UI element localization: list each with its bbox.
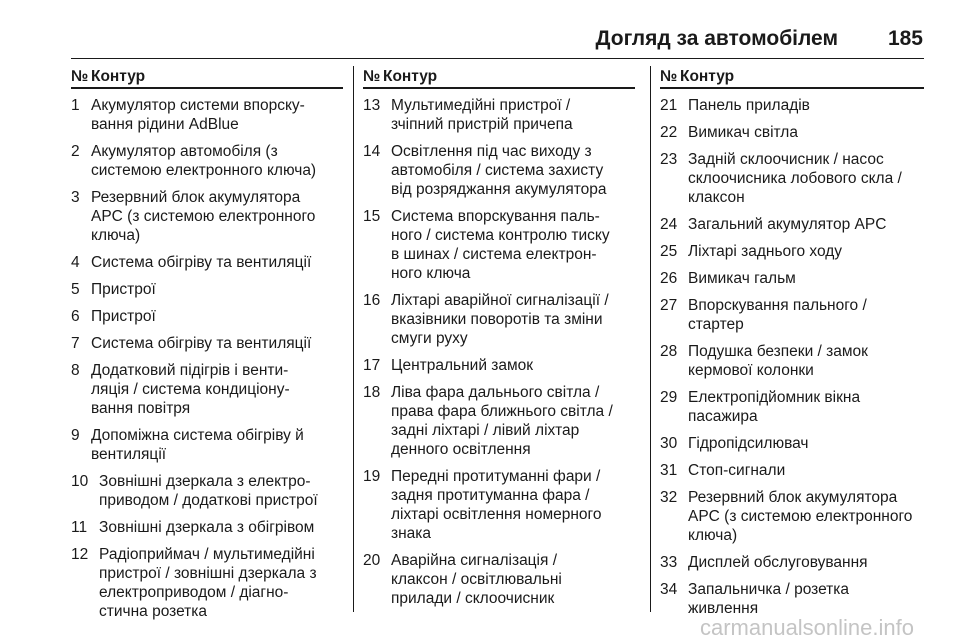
table-header	[660, 67, 924, 89]
table-header	[363, 67, 635, 89]
circuit-name: Зовнішні дзеркала з обігрівом	[99, 519, 315, 536]
circuit-name: Акумулятор автомобіля (з системою електронного ключа)	[91, 143, 317, 179]
table-row	[660, 215, 924, 234]
table-row	[660, 488, 924, 545]
fuse-number: 21	[660, 97, 678, 114]
header-circuit: Контур	[383, 68, 438, 85]
circuit-name: Система обігріву та вентиляції	[91, 254, 312, 271]
circuit-name: Електропідйомник вікна пасажира	[688, 389, 861, 425]
table-row	[363, 356, 635, 375]
table-row	[660, 269, 924, 288]
fuse-number: 2	[71, 143, 80, 160]
table-row	[71, 142, 343, 180]
watermark: carmanualsonline.info	[699, 615, 914, 640]
header-circuit: Контур	[91, 68, 146, 85]
circuit-name: Резервний блок акумулятора APC (з системою електронного ключа)	[91, 189, 316, 244]
fuse-number: 16	[363, 292, 381, 309]
table-row	[660, 434, 924, 453]
table-row	[71, 545, 343, 621]
circuit-name: Освітлення під час виходу з автомобіля / система захисту від розряджання акумулятора	[391, 143, 607, 198]
fuse-number: 5	[71, 281, 80, 298]
circuit-name: Аварійна сигналізація / клаксон / освітлювальні прилади / склоочисник	[391, 552, 562, 607]
fuse-number: 31	[660, 462, 678, 479]
circuit-name: Вимикач світла	[688, 124, 798, 141]
header-num: №	[363, 68, 381, 85]
fuse-number: 25	[660, 243, 678, 260]
fuse-number: 33	[660, 554, 678, 571]
fuse-number: 19	[363, 468, 381, 485]
table-row	[660, 461, 924, 480]
table-row	[363, 96, 635, 134]
table-row	[660, 342, 924, 380]
circuit-name: Панель приладів	[688, 97, 810, 114]
table-row	[363, 383, 635, 459]
circuit-name: Система впорскування паль- ного / система контролю тиску в шинах / система електрон- ного ключа	[391, 208, 610, 282]
table-row	[363, 551, 635, 608]
table-row	[363, 291, 635, 348]
circuit-name: Радіоприймач / мультимедійні пристрої / зовнішні дзеркала з електроприводом / діагно- стична розетка	[99, 546, 317, 620]
table-row	[71, 472, 343, 510]
fuse-number: 22	[660, 124, 678, 141]
table-row	[660, 242, 924, 261]
table-row	[363, 467, 635, 543]
circuit-name: Запальничка / розетка живлення	[688, 581, 850, 617]
fuse-number: 1	[71, 97, 80, 114]
fuse-number: 26	[660, 270, 678, 287]
fuse-number: 18	[363, 384, 381, 401]
circuit-name: Пристрої	[91, 281, 156, 298]
fuse-number: 24	[660, 216, 678, 233]
page-number: 185	[887, 27, 923, 50]
circuit-name: Гідропідсилювач	[688, 435, 809, 452]
table-row	[660, 388, 924, 426]
table-row	[71, 334, 343, 353]
circuit-name: Задній склоочисник / насос склоочисника лобового скла / клаксон	[688, 151, 902, 206]
table-row	[660, 123, 924, 142]
header-circuit: Контур	[680, 68, 735, 85]
column-divider	[650, 66, 651, 612]
page-title: Догляд за автомобілем	[595, 27, 838, 50]
table-row	[660, 553, 924, 572]
table-row	[363, 142, 635, 199]
fuse-number: 11	[71, 519, 88, 536]
table-row	[660, 96, 924, 115]
fuse-number: 10	[71, 473, 89, 490]
header-num: №	[660, 68, 678, 85]
table-row	[660, 580, 924, 618]
fuse-number: 13	[363, 97, 381, 114]
fuse-table-column-3	[660, 67, 924, 626]
fuse-number: 34	[660, 581, 678, 598]
circuit-name: Подушка безпеки / замок кермової колонки	[688, 343, 868, 379]
table-row	[660, 150, 924, 207]
circuit-name: Зовнішні дзеркала з електро- приводом / додаткові пристрої	[99, 473, 318, 509]
circuit-name: Ліхтарі заднього ходу	[688, 243, 843, 260]
table-row	[71, 188, 343, 245]
circuit-name: Акумулятор системи впорску- вання рідини AdBlue	[91, 97, 305, 133]
fuse-number: 23	[660, 151, 678, 168]
fuse-number: 27	[660, 297, 678, 314]
fuse-number: 3	[71, 189, 80, 206]
table-row	[71, 361, 343, 418]
fuse-number: 9	[71, 427, 80, 444]
header-divider	[71, 58, 924, 59]
fuse-number: 12	[71, 546, 89, 563]
table-row	[71, 253, 343, 272]
table-header	[71, 67, 343, 89]
header-num: №	[71, 68, 89, 85]
circuit-name: Допоміжна система обігріву й вентиляції	[91, 427, 304, 463]
circuit-name: Вимикач гальм	[688, 270, 796, 287]
fuse-number: 29	[660, 389, 678, 406]
circuit-name: Мультимедійні пристрої / зчіпний пристрій причепа	[391, 97, 573, 133]
table-row	[363, 207, 635, 283]
circuit-name: Резервний блок акумулятора APC (з системою електронного ключа)	[688, 489, 913, 544]
fuse-number: 6	[71, 308, 80, 325]
table-row	[71, 518, 343, 537]
fuse-number: 20	[363, 552, 381, 569]
fuse-number: 28	[660, 343, 678, 360]
circuit-name: Передні протитуманні фари / задня протитуманна фара / ліхтарі освітлення номерного знака	[391, 468, 602, 542]
circuit-name: Додатковий підігрів і венти- ляція / система кондиціону- вання повітря	[91, 362, 290, 417]
fuse-table-column-2	[363, 67, 635, 616]
page-header	[0, 0, 960, 56]
fuse-number: 4	[71, 254, 80, 271]
table-row	[71, 280, 343, 299]
circuit-name: Впорскування пального / стартер	[688, 297, 867, 333]
table-row	[71, 426, 343, 464]
circuit-name: Ліхтарі аварійної сигналізації / вказівники поворотів та зміни смуги руху	[391, 292, 609, 347]
fuse-number: 7	[71, 335, 80, 352]
column-divider	[353, 66, 354, 612]
fuse-number: 14	[363, 143, 381, 160]
circuit-name: Стоп-сигнали	[688, 462, 786, 479]
table-row	[71, 96, 343, 134]
circuit-name: Дисплей обслуговування	[688, 554, 868, 571]
fuse-number: 32	[660, 489, 678, 506]
fuse-table-column-1	[71, 67, 343, 629]
fuse-number: 30	[660, 435, 678, 452]
table-row	[71, 307, 343, 326]
circuit-name: Система обігріву та вентиляції	[91, 335, 312, 352]
circuit-name: Пристрої	[91, 308, 156, 325]
circuit-name: Ліва фара дальнього світла / права фара ближнього світла / задні ліхтарі / лівий ліхтар денного освітлення	[391, 384, 613, 458]
table-row	[660, 296, 924, 334]
fuse-number: 8	[71, 362, 80, 379]
circuit-name: Центральний замок	[391, 357, 534, 374]
circuit-name: Загальний акумулятор APC	[688, 216, 887, 233]
fuse-number: 15	[363, 208, 381, 225]
fuse-number: 17	[363, 357, 381, 374]
